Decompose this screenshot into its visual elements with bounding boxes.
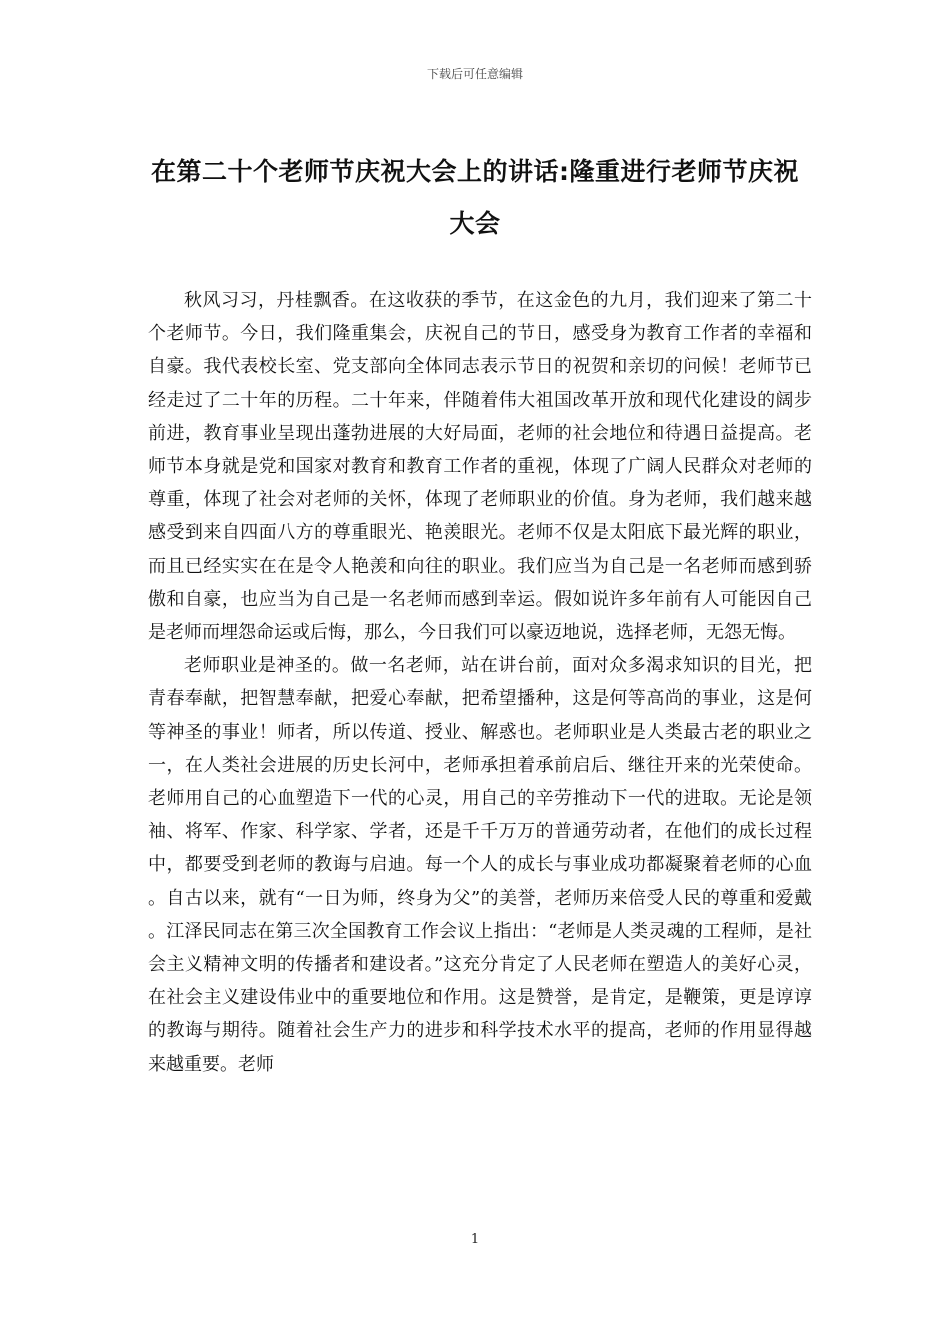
document-body xyxy=(148,284,812,1081)
document-title: 在第二十个老师节庆祝大会上的讲话:隆重进行老师节庆祝大会 xyxy=(151,157,799,238)
page-header: 下载后可任意编辑 xyxy=(426,67,523,81)
paragraph: 老师职业是神圣的。做一名老师，站在讲台前，面对众多渴求知识的目光，把青春奉献，把智慧奉献，把爱心奉献，把希望播种，这是何等高尚的事业，这是何等神圣的事业！师者，所以传道、授业、解惑也。老师职业是人类最古老的职业之一，在人类社会进展的历史长河中，老师承担着承前启后、继往开来的光荣使命。老师用自己的心血塑造下一代的心灵，用自己的辛劳推动下一代的进取。无论是领袖、将军、作家、科学家、学者，还是千千万万的普通劳动者，在他们的成长过程中，都要受到老师的教诲与启迪。每一个人的成长与事业成功都凝聚着老师的心血。自古以来，就有“一日为师，终身为父”的美誉，老师历来倍受人民的尊重和爱戴。江泽民同志在第三次全国教育工作会议上指出：“老师是人类灵魂的工程师，是社会主义精神文明的传播者和建设者。”这充分肯定了人民老师在塑造人的美好心灵，在社会主义建设伟业中的重要地位和作用。这是赞誉，是肯定，是鞭策，更是谆谆的教诲与期待。随着社会生产力的进步和科学技术水平的提高，老师的作用显得越来越重要。老师 xyxy=(148,655,812,1075)
paragraph: 秋风习习，丹桂飘香。在这收获的季节，在这金色的九月，我们迎来了第二十个老师节。今日，我们隆重集会，庆祝自己的节日，感受身为教育工作者的幸福和自豪。我代表校长室、党支部向全体同志表示节日的祝贺和亲切的问候！老师节已经走过了二十年的历程。二十年来，伴随着伟大祖国改革开放和现代化建设的阔步前进，教育事业呈现出蓬勃进展的大好局面，老师的社会地位和待遇日益提高。老师节本身就是党和国家对教育和教育工作者的重视，体现了广阔人民群众对老师的尊重，体现了社会对老师的关怀，体现了老师职业的价值。身为老师，我们越来越感受到来自四面八方的尊重眼光、艳羡眼光。老师不仅是太阳底下最光辉的职业，而且已经实实在在是令人艳羡和向往的职业。我们应当为自己是一名老师而感到骄傲和自豪，也应当为自己是一名老师而感到幸运。假如说许多年前有人可能因自己是老师而埋怨命运或后悔，那么，今日我们可以豪迈地说，选择老师，无怨无悔。 xyxy=(148,290,812,644)
page-number: 1 xyxy=(470,1232,480,1247)
